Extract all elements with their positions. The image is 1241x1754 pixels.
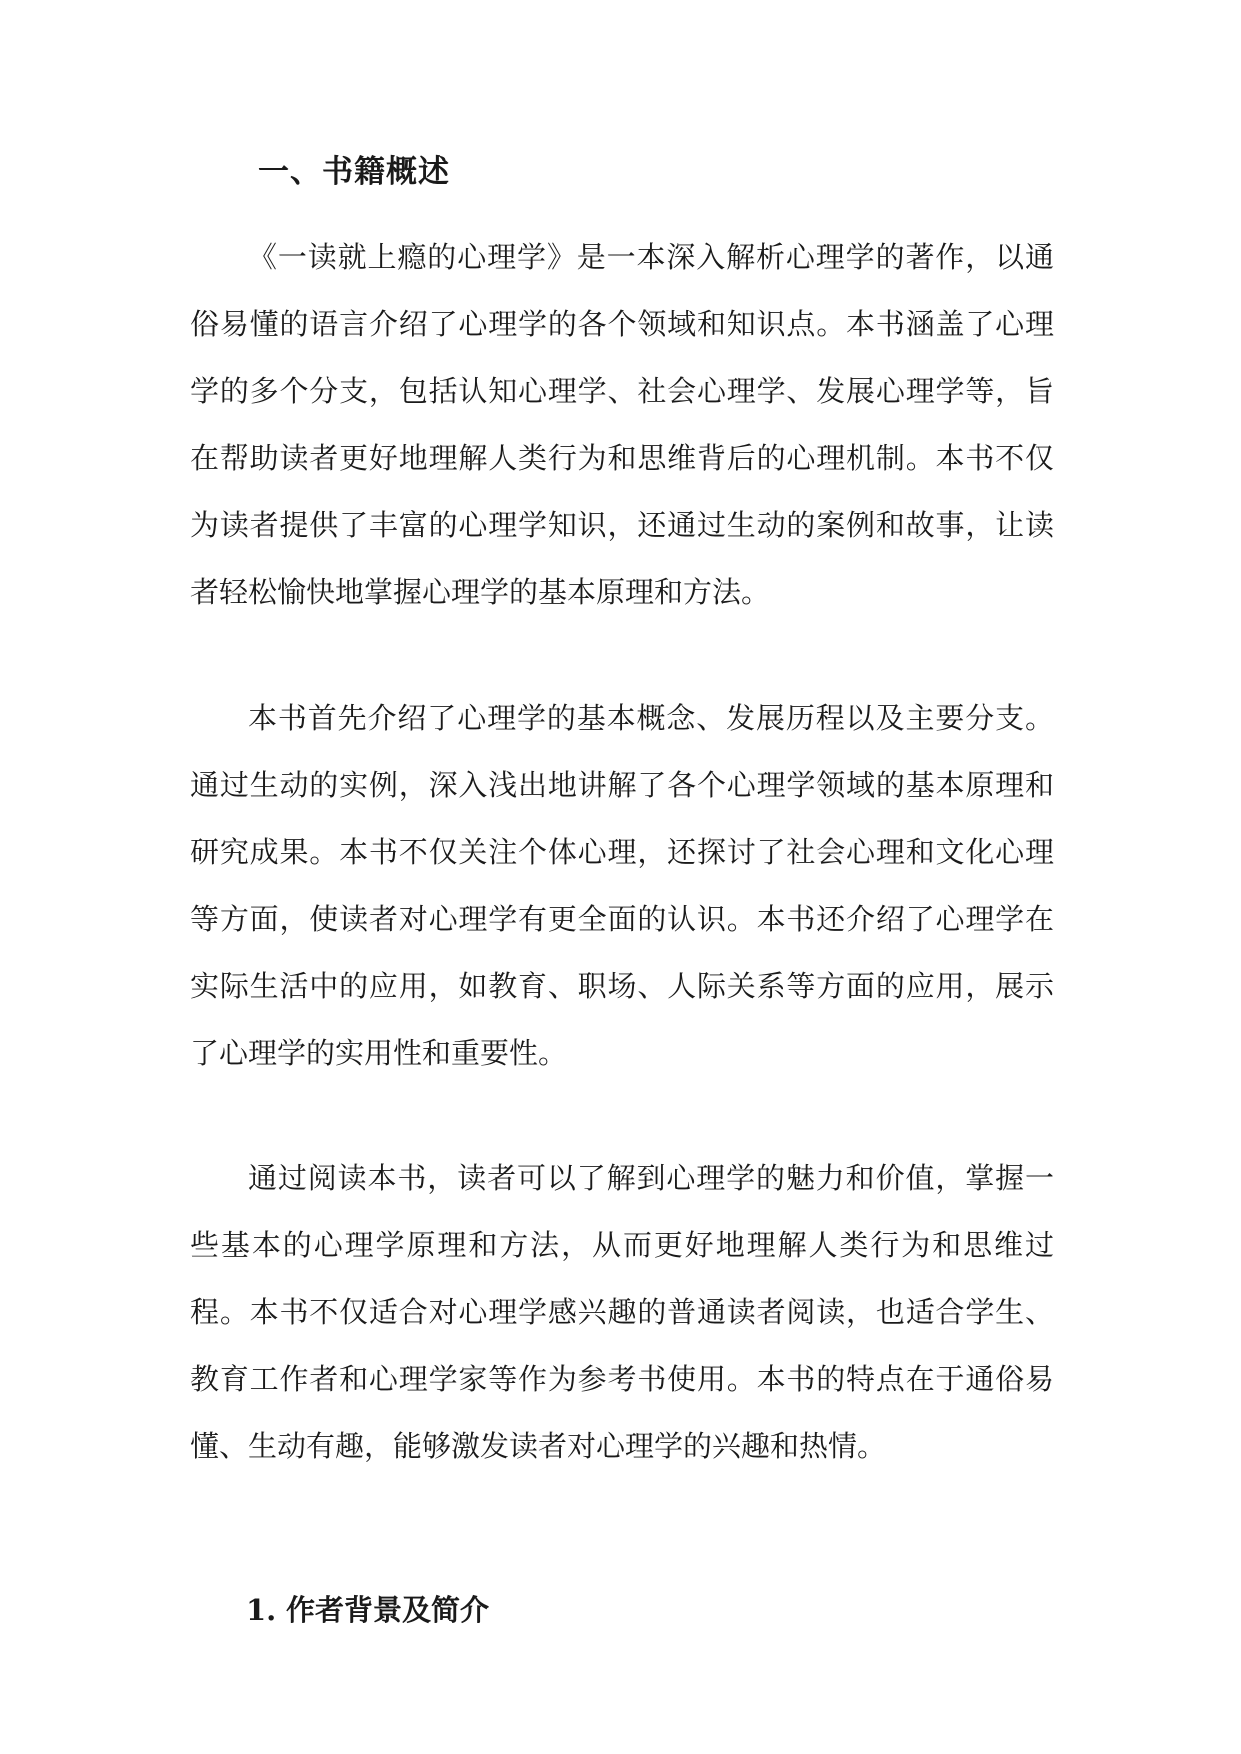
subsection-title: 作者背景及简介 (286, 1593, 490, 1627)
paragraph-book-overview: 《一读就上瘾的心理学》是一本深入解析心理学的著作，以通俗易懂的语言介绍了心理学的各个领域和知识点。本书涵盖了心理学的多个分支，包括认知心理学、社会心理学、发展心理学等，旨在帮助读者更好地理解人类行为和思维背后的心理机制。本书不仅为读者提供了丰富的心理学知识，还通过生动的案例和故事，让读者轻松愉快地掌握心理学的基本原理和方法。 (190, 240, 1054, 609)
subsection-number: 1. (246, 1593, 277, 1627)
paragraph-reading-value: 通过阅读本书，读者可以了解到心理学的魅力和价值，掌握一些基本的心理学原理和方法，从而更好地理解人类行为和思维过程。本书不仅适合对心理学感兴趣的普通读者阅读，也适合学生、教育工作者和心理学家等作为参考书使用。本书的特点在于通俗易懂、生动有趣，能够激发读者对心理学的兴趣和热情。 (190, 1161, 1054, 1463)
paragraph-content-summary: 本书首先介绍了心理学的基本概念、发展历程以及主要分支。通过生动的实例，深入浅出地讲解了各个心理学领域的基本原理和研究成果。本书不仅关注个体心理，还探讨了社会心理和文化心理等方面，使读者对心理学有更全面的认识。本书还介绍了心理学在实际生活中的应用，如教育、职场、人际关系等方面的应用，展示了心理学的实用性和重要性。 (190, 701, 1054, 1070)
subsection-heading (246, 1588, 489, 1632)
section-heading: 一、书籍概述 (258, 154, 450, 190)
